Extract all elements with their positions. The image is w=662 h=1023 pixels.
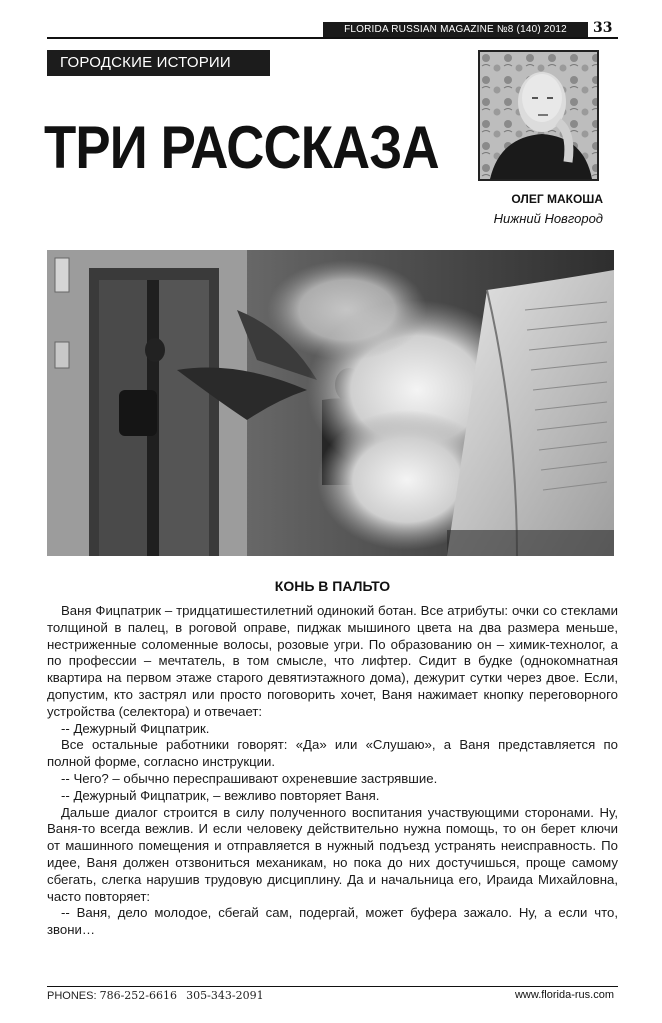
article-body [47, 603, 618, 939]
paragraph: -- Дежурный Фицпатрик, – вежливо повторяет Ваня. [61, 787, 380, 803]
paragraph: -- Ваня, дело молодое, сбегай сам, подергай, может буфера зажало. Ну, а если что, звони… [47, 905, 618, 938]
author-name: ОЛЕГ МАКОША [511, 192, 603, 206]
phone-number-2: 305-343-2091 [186, 989, 264, 1002]
footer-phones [47, 989, 264, 1002]
story-title: КОНЬ В ПАЛЬТО [274, 578, 391, 594]
paragraph: Дальше диалог строится в силу полученного воспитания участвующими сторонами. Ну, Ваня-то всегда вежлив. И если человеку действительно нужна помощь, то он берет ключи от машинного помещения и отправляется в нужный подъезд устранять неисправность. По идее, Ваня должен отзвониться механикам, но пока до них достучишься, проще самому сбегать, слегка нарушив трудовую дисциплину. Да и начальница его, Ираида Михайловна, часто повторяет: [47, 804, 618, 904]
paragraph: Ваня Фицпатрик – тридцатишестилетний одинокий ботан. Все атрибуты: очки со стеклами толщиной в палец, в роговой оправе, пиджак мышиного цвета на два размера меньше, нестриженные соломенные волосы, розовые угри. По образованию он – химик-технолог, а по профессии – мечтатель, в том смысле, что лифтер. Сидит в будке (однокомнатная квартира на первом этаже старого девятиэтажного дома), дежурит сутки через двое. Если, допустим, кто застрял или просто поговорить хочет, Ваня нажимает кнопку переговорного устройства (селектора) и отвечает: [47, 603, 618, 719]
phone-number-1: 786-252-6616 [99, 989, 177, 1002]
collage-image [47, 250, 614, 556]
phones-label: PHONES: [47, 990, 97, 1002]
author-photo [480, 52, 597, 179]
top-divider [47, 37, 618, 39]
bottom-divider [47, 986, 618, 987]
author-city: Нижний Новгород [493, 211, 603, 226]
page-number: 33 [593, 20, 613, 36]
hero-illustration [47, 250, 614, 556]
paragraph: -- Дежурный Фицпатрик. [61, 720, 210, 736]
footer-website: www.florida-rus.com [514, 989, 614, 1001]
magazine-header: FLORIDA RUSSIAN MAGAZINE №8 (140) 2012 [323, 22, 588, 38]
paragraph: Все остальные работники говорят: «Да» или «Слушаю», а Ваня представляется по полной форме, согласно инструкции. [47, 737, 618, 770]
author-portrait [478, 50, 599, 181]
section-label: ГОРОДСКИЕ ИСТОРИИ [47, 50, 270, 76]
paragraph: -- Чего? – обычно переспрашивают охреневшие застрявшие. [61, 770, 438, 786]
article-title: ТРИ РАССКАЗА [44, 114, 439, 181]
